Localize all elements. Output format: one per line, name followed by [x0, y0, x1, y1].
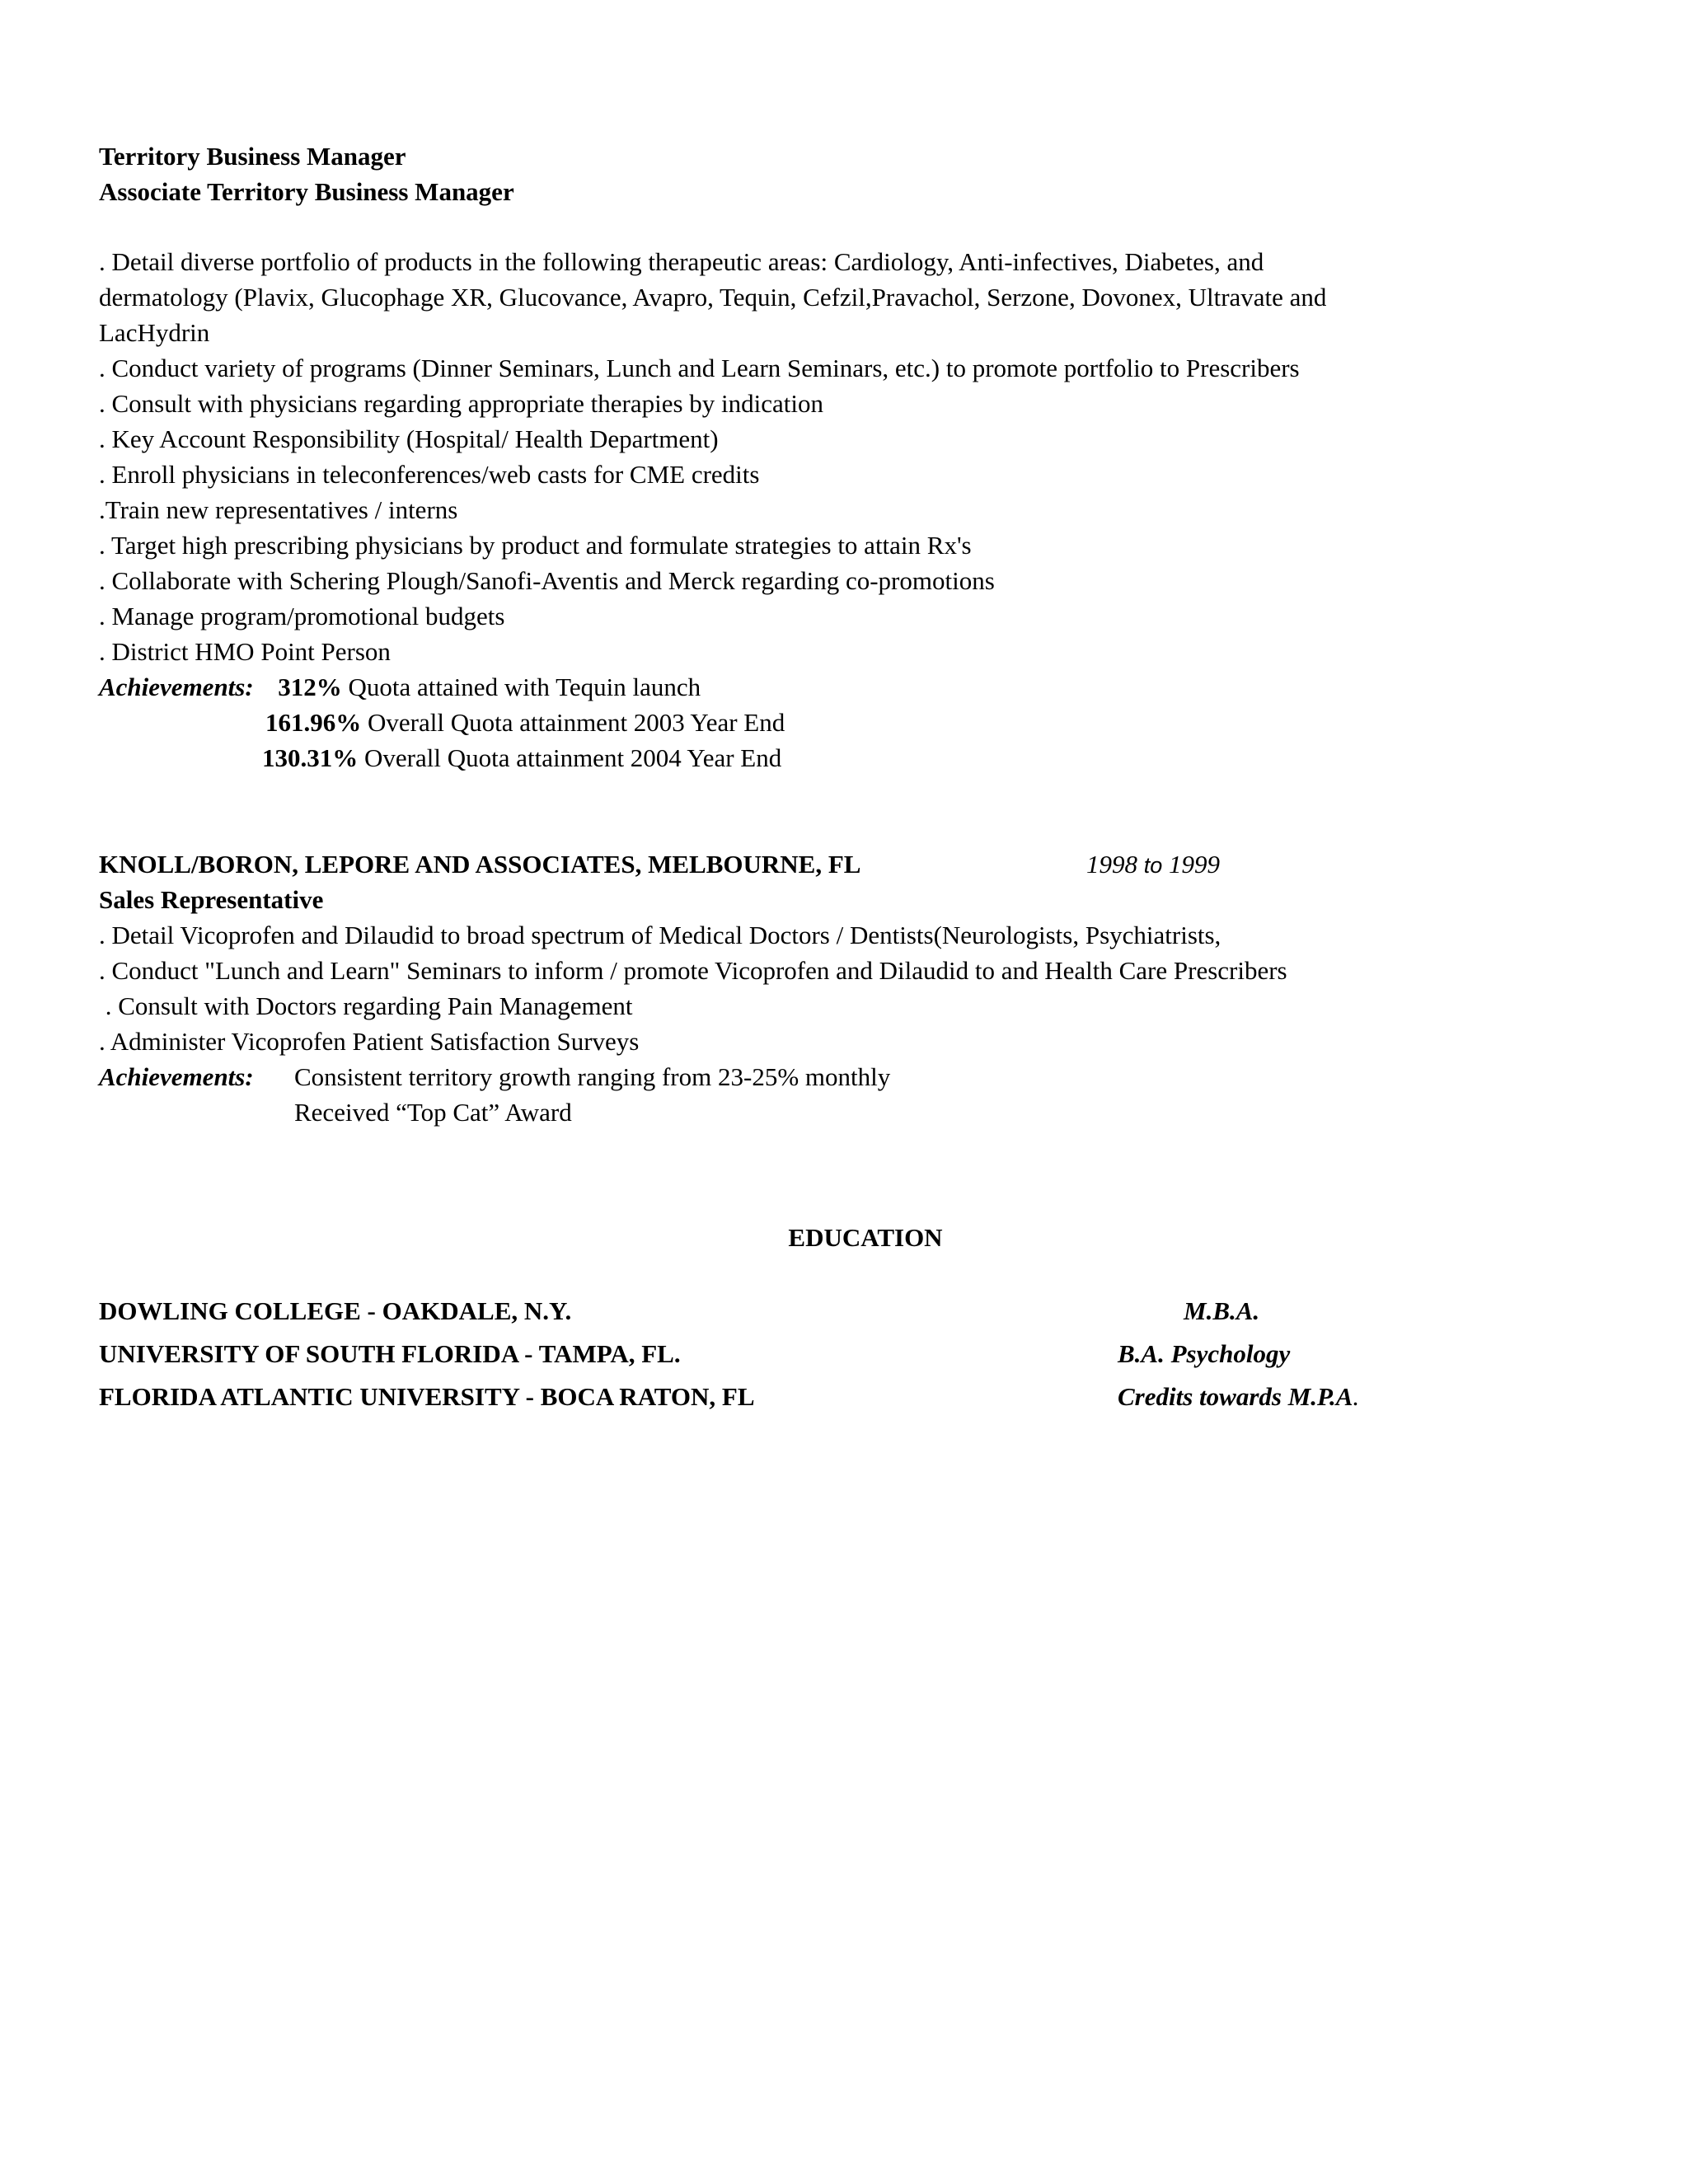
- date-start: 1998: [1086, 850, 1137, 879]
- achievement-text: Consistent territory growth ranging from 23-25% monthly: [294, 1062, 891, 1091]
- school-name: FLORIDA ATLANTIC UNIVERSITY - BOCA RATON, FL: [99, 1382, 755, 1411]
- bullet-line: . Enroll physicians in teleconferences/web casts for CME credits: [99, 460, 760, 489]
- job-title: Sales Representative: [99, 885, 324, 914]
- bullet-line: . Target high prescribing physicians by product and formulate strategies to attain Rx's: [99, 531, 972, 560]
- bullet-line: . Detail Vicoprofen and Dilaudid to broad spectrum of Medical Doctors / Dentists(Neurologists, Psychiatrists,: [99, 921, 1221, 949]
- bullet-line: LacHydrin: [99, 318, 210, 347]
- education-heading: EDUCATION: [788, 1223, 943, 1252]
- degree: B.A. Psychology: [1118, 1339, 1291, 1368]
- bullet-line: . Conduct variety of programs (Dinner Seminars, Lunch and Learn Seminars, etc.) to promote portfolio to Prescribers: [99, 354, 1300, 382]
- achievement-text: Overall Quota attainment 2004 Year End: [358, 743, 782, 772]
- achievement-percent: 312%: [278, 673, 342, 701]
- achievement-text: Received “Top Cat” Award: [294, 1098, 572, 1127]
- date-end: 1999: [1169, 850, 1221, 879]
- job-title-secondary: Associate Territory Business Manager: [99, 177, 514, 206]
- bullet-line: . Administer Vicoprofen Patient Satisfaction Surveys: [99, 1027, 640, 1056]
- achievements-label: Achievements:: [99, 1062, 254, 1091]
- bullet-line: .Train new representatives / interns: [99, 495, 458, 524]
- achievement-row: [262, 740, 781, 776]
- date-to: to: [1143, 853, 1163, 878]
- school-name: DOWLING COLLEGE - OAKDALE, N.Y.: [99, 1296, 572, 1325]
- degree-suffix: .: [1353, 1382, 1360, 1411]
- bullet-line: . District HMO Point Person: [99, 637, 391, 666]
- achievement-text: Quota attained with Tequin launch: [341, 673, 701, 701]
- achievements-label: Achievements:: [99, 673, 254, 701]
- achievement-percent: 161.96%: [265, 708, 362, 737]
- degree-row: [1118, 1379, 1359, 1414]
- school-name: UNIVERSITY OF SOUTH FLORIDA - TAMPA, FL.: [99, 1339, 681, 1368]
- bullet-line: . Manage program/promotional budgets: [99, 602, 505, 630]
- bullet-line: . Detail diverse portfolio of products in the following therapeutic areas: Cardiology, Anti-infectives, Diabetes, and: [99, 247, 1264, 276]
- job-title: Territory Business Manager: [99, 142, 406, 171]
- bullet-line: . Key Account Responsibility (Hospital/ Health Department): [99, 424, 719, 453]
- employment-dates: [1086, 846, 1220, 883]
- degree: Credits towards M.P.A: [1118, 1382, 1353, 1411]
- achievement-row: [99, 669, 701, 705]
- bullet-line: . Conduct "Lunch and Learn" Seminars to inform / promote Vicoprofen and Dilaudid to and Health Care Prescribers: [99, 956, 1287, 985]
- achievement-row: [265, 705, 785, 740]
- bullet-line: . Consult with Doctors regarding Pain Management: [99, 991, 633, 1020]
- company-name: KNOLL/BORON, LEPORE AND ASSOCIATES, MELBOURNE, FL: [99, 850, 861, 879]
- achievement-percent: 130.31%: [262, 743, 359, 772]
- bullet-line: . Consult with physicians regarding appropriate therapies by indication: [99, 389, 823, 418]
- degree: M.B.A.: [1184, 1296, 1260, 1325]
- bullet-line: . Collaborate with Schering Plough/Sanofi-Aventis and Merck regarding co-promotions: [99, 566, 995, 595]
- achievement-text: Overall Quota attainment 2003 Year End: [361, 708, 785, 737]
- bullet-line: dermatology (Plavix, Glucophage XR, Glucovance, Avapro, Tequin, Cefzil,Pravachol, Serzone, Dovonex, Ultravate and: [99, 283, 1327, 312]
